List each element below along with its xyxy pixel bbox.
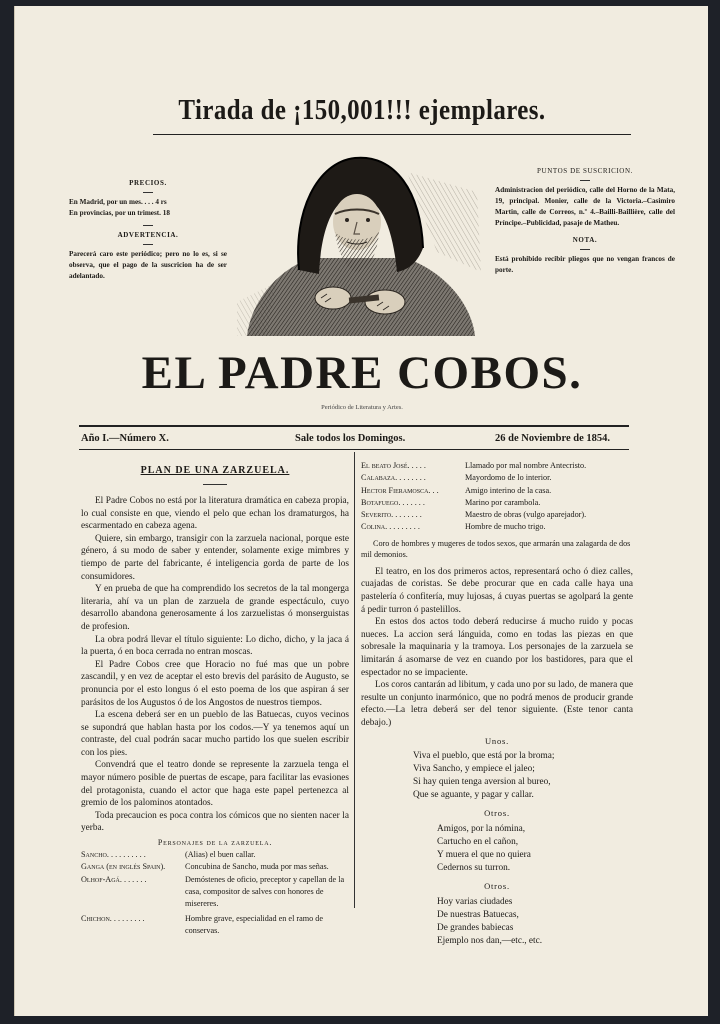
song-verses: [361, 735, 633, 948]
verse-heading: Otros.: [484, 808, 510, 819]
verse-line: Amigos, por la nómina,: [437, 824, 526, 835]
paragraph: Convendrá que el teatro donde se represente la zarzuela tenga el mayor número posible de puertas de escape, para facilitar las evasiones del protagonista, cuando el actor que haga este papel pertenezca al gremio de los palominos atontados.: [81, 760, 349, 809]
paragraph: La obra podrá llevar el título siguiente: Lo dicho, dicho, y la jaca á la puerta, ó en boca cerrada no entran moscas.: [81, 634, 349, 658]
paragraph: La escena deberá ser en un pueblo de las Batuecas, cuyos vecinos se supondrá que hablan hasta por los codos.—Y ya tenemos aquí un contraste, del cual podrán sacar mucho partido los que suelen escribir con los pies.: [81, 710, 349, 758]
subscription-text: Administracion del periódico, calle del Horno de la Mata, 19, principal. Monier, calle de la Victoria.–Casimiro Martin, calle de Correos, n.º 4.–Bailli-Baillière, calle del Príncipe.–Publicidad, pasaje de Matheu.: [495, 186, 675, 227]
cast-row: Hector Fieramosca. . . Amigo interino de la casa.: [361, 485, 552, 495]
verse-line: Si hay quien tenga aversion al bureo,: [413, 776, 551, 787]
paragraph: Los coros cantarán ad libitum, y cada uno por su lado, de manera que resulte un conjunto inarmónico, que no podrá menos de producir grande efecto.—La letra deberá ser del tenor siguiente. (Este tenor canta debajo.): [361, 680, 633, 728]
padre-cobos-engraving: [237, 152, 483, 336]
cast-row: Colina. . . . . . . . . Hombre de mucho trigo.: [361, 522, 546, 532]
chorus-note: Coro de hombres y mugeres de todos sexos, que armarán una zalagarda de dos mil demonios.: [361, 538, 631, 559]
masthead-title: EL PADRE COBOS.: [141, 347, 583, 399]
verse-line: Viva Sancho, y empiece el jaleo;: [413, 764, 535, 775]
newspaper-page: [14, 6, 708, 1016]
verse-line: De nuestras Batuecas,: [437, 910, 519, 921]
nota-title: NOTA.: [572, 236, 598, 244]
cast-row: Calabaza. . . . . . . . Mayordomo de lo interior.: [361, 473, 552, 483]
paragraph: Quiere, sin embargo, transigir con la zarzuela nacional, porque este género, á su modo de saber y entender, solamente exige mimbres y tiempo de parte del fabricante, é inteligencia gorda de parte de los consumidores.: [81, 533, 349, 582]
warning-text: Parecerá caro este periódico; pero no lo es, si se observa, que el pago de la suscricion ha de ser adelantado.: [69, 250, 227, 280]
subscription-box: [495, 166, 675, 276]
left-column: [81, 460, 349, 937]
price-madrid: En Madrid, por un mes. . . . 4 rs: [69, 198, 167, 206]
header-rule: [153, 134, 631, 135]
cast-row: Olhof-Agá. . . . . . . Demóstenes de oficio, preceptor y capellan de la casa, compositor de salves con honores de misereres.: [81, 874, 345, 909]
article-body: [81, 495, 349, 835]
verse-line: Hoy varias ciudades: [437, 897, 513, 908]
cast-row: Ganga (en inglés Spain). Concubina de Sancho, muda por mas señas.: [81, 862, 329, 872]
cast-row: Sancho. . . . . . . . . . (Alias) el buen callar.: [81, 850, 256, 860]
meta-rule-top: [79, 425, 629, 427]
cast-list-left: [81, 849, 349, 937]
price-provinces: En provincias, por un trimest. 18: [69, 209, 170, 217]
verse-heading: Unos.: [484, 735, 510, 746]
issue-number: Año I.—Número X.: [81, 433, 169, 444]
paragraph: El Padre Cobos no está por la literatura dramática en cabeza propia, lo cual consiste en que, viendo el pelo que echan los dramaturgos, ha escarmentado en cabeza agena.: [81, 496, 349, 532]
paragraph: Toda precaucion es poca contra los cómicos que no sienten nacer la yerba.: [81, 810, 349, 834]
issue-date: 26 de Noviembre de 1854.: [495, 433, 611, 444]
prices-box: [69, 178, 227, 282]
cast-list-right: [361, 460, 633, 534]
publication-frequency: Sale todos los Domingos.: [295, 433, 406, 444]
paragraph: En estos dos actos todo deberá reducirse á mucho ruido y pocas nueces. La accion será lánguida, como en todas las piezas en que sobresale la maquinaria y la tramoya. Los personajes de la zarzuela se limitarán á asomarse de vez en cuando por los bastidores, para que el espectador no se impaciente.: [361, 617, 633, 678]
warning-title: ADVERTENCIA.: [117, 231, 179, 239]
verse-line: Cartucho en el cañon,: [437, 837, 519, 848]
verse-line: Viva el pueblo, que está por la broma;: [413, 751, 555, 762]
right-column: [361, 460, 633, 947]
paragraph: El Padre Cobos cree que Horacio no fué mas que un pobre zascandil, y en vez de aceptar el esto brevis del parásito de Augusto, se pronuncia por el esto longus ó el esto poema de los que aspiran á ser parásitos de los Augustos ó de los Angostos de nuestros tiempos.: [81, 659, 349, 708]
nota-text: Está prohibido recibir pliegos que no vengan francos de porte.: [495, 255, 675, 274]
verse-line: Cedernos su turron.: [437, 862, 511, 873]
paragraph: Y en prueba de que ha comprendido los secretos de la tal mongerga literaria, ahí va un plan de zarzuela de grande espectáculo, cuyo desarrollo abandona generosamente á los zarzuelistas ó monserguistas de profesion.: [81, 584, 349, 632]
meta-rule-bottom: [79, 449, 629, 450]
verse-heading: Otros.: [484, 881, 510, 892]
print-run-tagline: Tirada de ¡150,001!!! ejemplares.: [178, 94, 546, 126]
column-divider: [354, 452, 355, 908]
paragraph: El teatro, en los dos primeros actos, representará ocho ó diez calles, cuajadas de coristas. Se debe procurar que en cada calle haya una pastelería ó confitería, muy lujosas, á cuyas puertas se agolpará la gente á pedir turron ó pastelillos.: [361, 566, 633, 615]
cast-row: El beato José. . . . . Llamado por mal nombre Antecristo.: [361, 461, 587, 470]
cast-row: Botafuego. . . . . . . Marino por carambola.: [361, 497, 541, 507]
cast-title: Personajes de la zarzuela.: [157, 838, 273, 848]
verse-line: De grandes babiecas: [437, 922, 514, 933]
masthead-subtitle: Periódico de Literatura y Artes.: [321, 404, 403, 411]
article-title: PLAN DE UNA ZARZUELA.: [140, 465, 290, 476]
prices-title: PRECIOS.: [129, 179, 167, 187]
subscription-title: PUNTOS DE SUSCRICION.: [537, 167, 633, 175]
cast-row: Chichon. . . . . . . . . Hombre grave, especialidad en el ramo de conservas.: [81, 913, 323, 935]
cast-row: Severito. . . . . . . . Maestro de obras (vulgo aparejador).: [361, 510, 587, 520]
verse-line: Que se aguante, y pagar y callar.: [413, 789, 534, 800]
verse-line: Y muera el que no quiera: [437, 849, 531, 860]
right-body: [361, 566, 633, 730]
verse-line: Ejemplo nos dan,—etc., etc.: [437, 935, 543, 946]
